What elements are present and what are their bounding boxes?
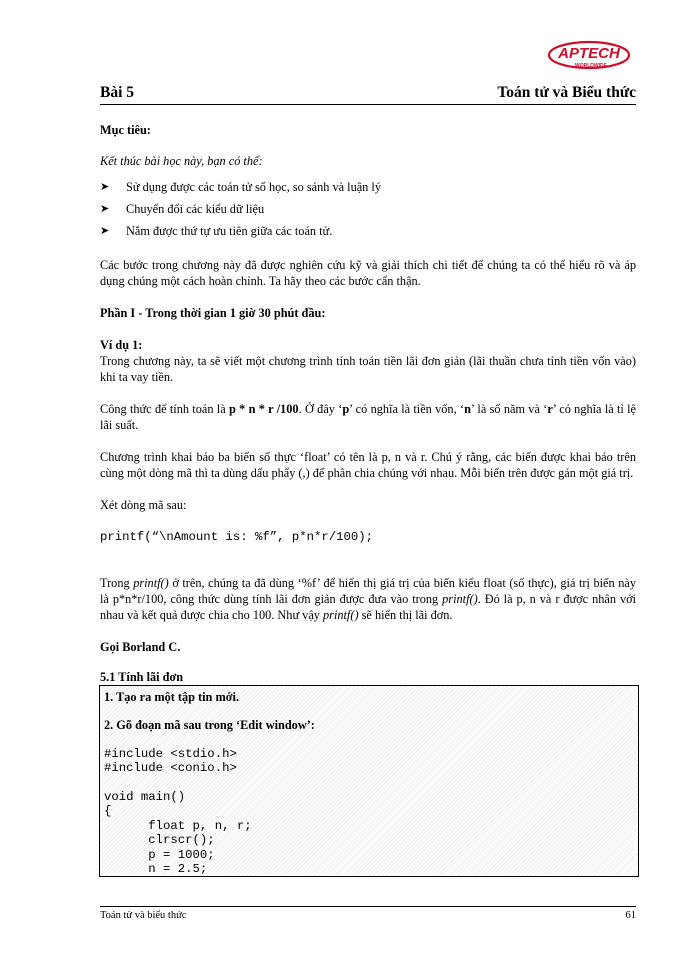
list-item: ➤ Nắm được thứ tự ưu tiên giữa các toán tử. <box>100 224 333 238</box>
logo-brand: APTECH <box>558 45 620 62</box>
list-item: ➤ Chuyển đổi các kiểu dữ liệu <box>100 202 265 216</box>
page-content <box>100 118 636 688</box>
example-heading: Ví dụ 1: <box>100 338 143 352</box>
objectives-intro: Kết thúc bài học này, bạn có thể: <box>100 154 263 168</box>
instruction-box <box>99 685 639 877</box>
lesson-number: Bài 5 <box>100 84 135 101</box>
objectives-heading: Mục tiêu: <box>100 123 151 137</box>
page-number: 61 <box>625 910 636 921</box>
lesson-title: Toán tử và Biểu thức <box>497 84 636 101</box>
arrow-right-icon: ➤ <box>100 225 110 237</box>
code-listing: #include <stdio.h> #include <conio.h> void main() { float p, n, r; clrscr(); p = 1000; n = 2.5; <box>104 746 252 877</box>
part1-heading: Phần I - Trong thời gian 1 giờ 30 phút đầu: <box>100 306 326 320</box>
formula: p * n * r /100 <box>228 402 299 416</box>
example-paragraph-1: Trong chương này, ta sẽ viết một chương trình tính toán tiền lãi đơn giản (lãi thuần chưa tính tiền vốn vào) khi ta vay tiền. <box>100 354 636 384</box>
example-paragraph-3: Chương trình khai báo ba biến số thực ‘float’ có tên là p, n và r. Chú ý rằng, các biến được khai báo trên cùng một dòng mã thì ta dùng dấu phẩy (,) để phân chia chúng với nhau. Mỗi biến trên được gán một giá trị. <box>100 450 636 480</box>
arrow-right-icon: ➤ <box>100 203 110 215</box>
example-paragraph-4: Xét dòng mã sau: <box>100 498 187 512</box>
footer-title: Toán tử và biểu thức <box>100 910 187 921</box>
borland-heading: Gọi Borland C. <box>100 640 181 654</box>
logo-sub: WORLDWIDE <box>575 63 607 69</box>
section-heading: 5.1 Tính lãi đơn <box>100 669 636 688</box>
example-paragraph-5: Trong printf() ở trên, chúng ta đã dùng ‘%f’ để hiển thị giá trị của biến kiểu float (số thực), giá trị biến này là p*n*r/100, công thức dùng tính lãi đơn giản được đưa vào trong printf(). Đó là p, n và r được nhân với nhau và kết quả được chia cho 100. Như vậy printf() sẽ hiển thị lãi đơn. <box>100 576 637 622</box>
box-step-1: 1. Tạo ra một tập tin mới. <box>104 690 240 704</box>
objectives-list <box>100 179 636 239</box>
arrow-right-icon: ➤ <box>100 181 110 193</box>
page-header <box>100 82 636 105</box>
printf-code-line: printf(“\nAmount is: %f”, p*n*r/100); <box>100 530 374 544</box>
formula-paragraph: Công thức để tính toán là p * n * r /100. Ở đây ‘p’ có nghĩa là tiền vốn, ‘n’ là số năm và ‘r’ có nghĩa là tỉ lệ lãi suất. <box>100 402 637 432</box>
page-footer <box>100 906 636 921</box>
list-item: ➤ Sử dụng được các toán tử số học, so sánh và luận lý <box>100 180 381 194</box>
aptech-logo <box>545 40 630 72</box>
intro-paragraph: Các bước trong chương này đã được nghiên cứu kỹ và giải thích chi tiết để chúng ta có thể hiểu rõ và áp dụng chúng một cách hoàn chỉnh. Ta hãy theo các bước cẩn thận. <box>100 258 636 288</box>
box-step-2: 2. Gõ đoạn mã sau trong ‘Edit window’: <box>104 718 315 733</box>
